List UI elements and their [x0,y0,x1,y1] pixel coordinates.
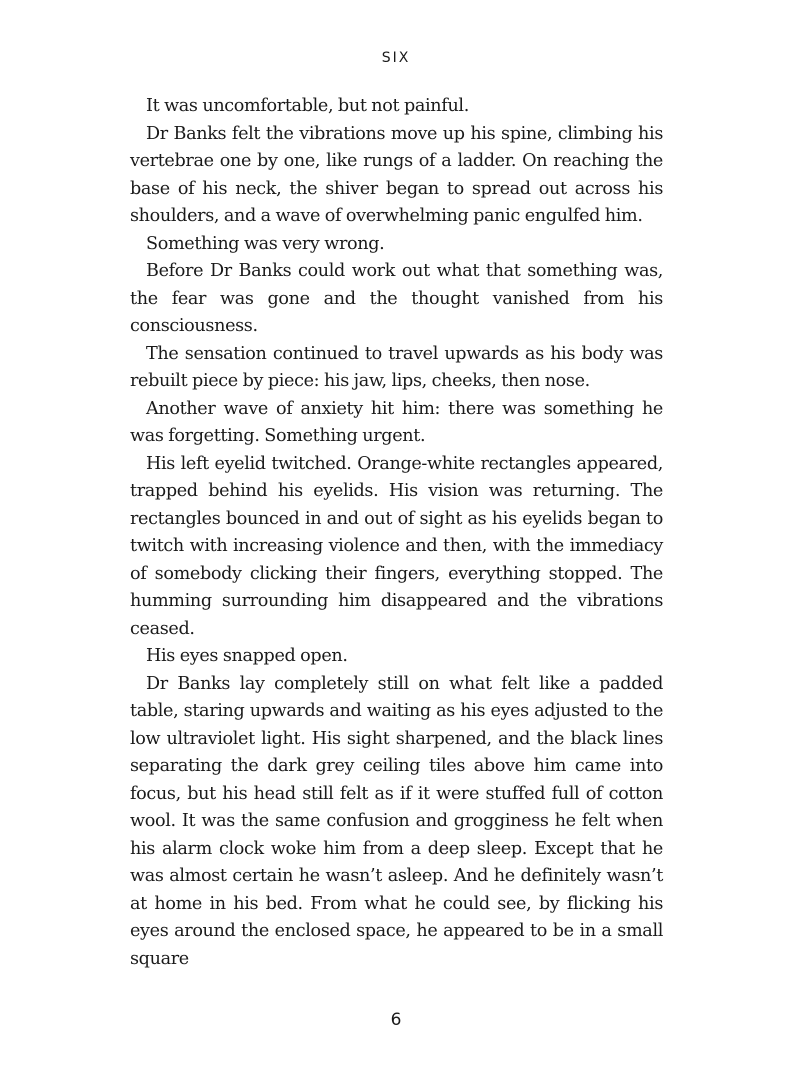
page-number: 6 [390,1010,402,1030]
body-text [130,93,663,973]
paragraph: The sensation continued to travel upwards as his body was rebuilt piece by piece: his jaw, lips, cheeks, then nose. [130,343,663,391]
paragraph: Something was very wrong. [146,233,385,254]
paragraph: Before Dr Banks could work out what that something was, the fear was gone and the thought vanished from his consciousness. [130,261,663,336]
paragraph: Dr Banks lay completely still on what felt like a padded table, staring upwards and waiting as his eyes adjusted to the low ultraviolet light. His sight sharpened, and the black lines separating the dark grey ceiling tiles above him came into focus, but his head still felt as if it were stuffed full of cotton wool. It was the same confusion and grogginess he felt when his alarm clock woke him from a deep sleep. Except that he was almost certain he wasn’t asleep. And he definitely wasn’t at home in his bed. From what he could see, by flicking his eyes around the enclosed space, he appeared to be in a small square [130,673,663,969]
paragraph: His eyes snapped open. [146,646,348,666]
paragraph: It was uncomfortable, but not painful. [146,96,469,116]
paragraph: Dr Banks felt the vibrations move up his spine, climbing his vertebrae one by one, like rungs of a ladder. On reaching the base of his neck, the shiver began to spread out across his shoulders, and a wave of overwhelming panic engulfed him. [130,123,663,226]
chapter-title: SIX [381,50,411,66]
paragraph: Another wave of anxiety hit him: there was something he was forgetting. Something urgent. [130,398,663,446]
paragraph: His left eyelid twitched. Orange-white rectangles appeared, trapped behind his eyelids. His vision was returning. The rectangles bounced in and out of sight as his eyelids began to twitch with increasing violence and then, with the immediacy of somebody clicking their fingers, everything stopped. The humming surrounding him disappeared and the vibrations ceased. [130,453,663,639]
